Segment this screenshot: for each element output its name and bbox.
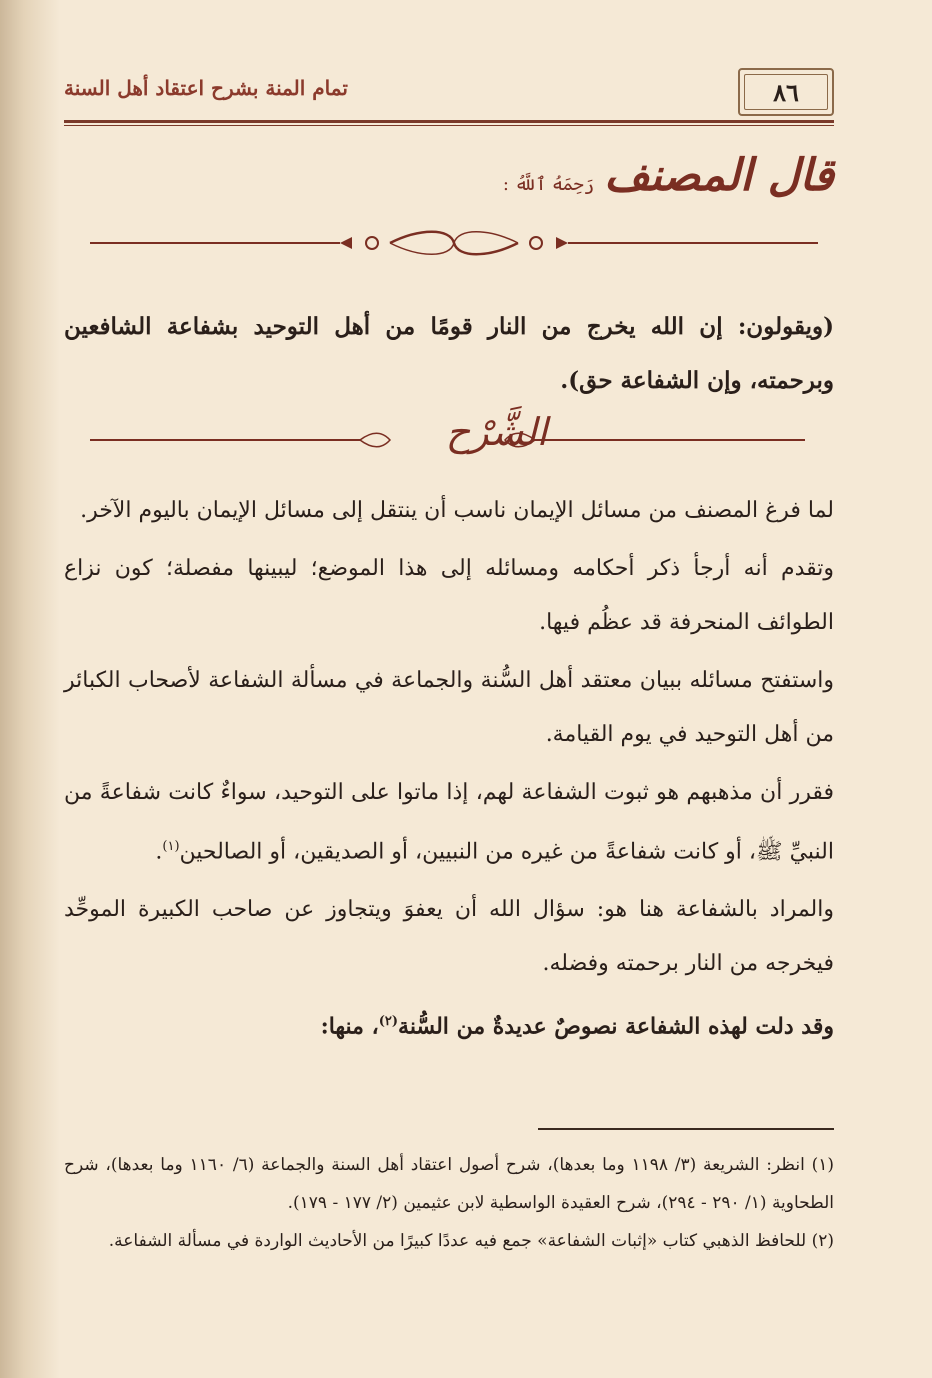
ornament-divider-top: [90, 228, 818, 258]
header-rule: [64, 120, 834, 123]
footnote-separator: [538, 1128, 834, 1130]
footnote-ref[interactable]: (١): [162, 839, 180, 854]
paragraph: [64, 995, 834, 1053]
page-header: [64, 68, 834, 122]
paragraph-end: ، منها:: [320, 1013, 379, 1040]
author-said-label: قال المصنف: [604, 150, 834, 201]
page-gutter-shade: [0, 0, 60, 1378]
paragraph: والمراد بالشفاعة هنا هو: سؤال الله أن يعفوَ ويتجاوز عن صاحب الكبيرة الموحِّد فيخرجه من النار برحمته وفضله.: [64, 897, 834, 977]
paragraph-end: .: [155, 839, 163, 865]
author-heading: [503, 150, 834, 201]
footnotes: [64, 1146, 834, 1260]
footnote-ref[interactable]: (٢): [378, 1014, 399, 1030]
page-number: ٨٦: [773, 77, 799, 107]
author-honorific: رَحِمَهُ ٱللَّهُ :: [502, 174, 595, 195]
author-quote: (ويقولون: إن الله يخرج من النار قومًا من أهل التوحيد بشفاعة الشافعين وبرحمته، وإن الشفاعة حق).: [64, 313, 834, 394]
paragraph-text: فقرر أن مذهبهم هو ثبوت الشفاعة لهم، إذا ماتوا على التوحيد، سواءٌ كانت شفاعةً من النبيِّ ﷺ، أو كانت شفاعةً من غيره من النبيين، أو الصديقين، أو الصالحين: [64, 780, 834, 865]
paragraph: وتقدم أنه أرجأ ذكر أحكامه ومسائله إلى هذا الموضع؛ ليبينها مفصلة؛ كون نزاع الطوائف المنحرفة قد عظُم فيها.: [64, 556, 834, 635]
paragraph: لما فرغ المصنف من مسائل الإيمان ناسب أن ينتقل إلى مسائل الإيمان باليوم الآخر.: [80, 498, 834, 523]
sharh-title: الشَّرْح: [445, 410, 548, 454]
footnote: (١) انظر: الشريعة (٣/ ١١٩٨ وما بعدها)، شرح أصول اعتقاد أهل السنة والجماعة (٦/ ١١٦٠ وما بعدها)، شرح الطحاوية (١/ ٢٩٠ - ٢٩٤)، شرح العقيدة الواسطية لابن عثيمين (٢/ ١٧٧ - ١٧٩).: [64, 1155, 835, 1213]
paragraph-text: وقد دلت لهذه الشفاعة نصوصٌ عديدةٌ من السُّنة: [398, 1013, 834, 1040]
footnote: (٢) للحافظ الذهبي كتاب «إثبات الشفاعة» جمع فيه عددًا كبيرًا من الأحاديث الواردة في مسألة الشفاعة.: [108, 1231, 834, 1251]
paragraph: [64, 766, 834, 879]
running-title: تمام المنة بشرح اعتقاد أهل السنة: [64, 76, 348, 100]
page-number-frame: [738, 68, 834, 116]
header-rule-thin: [64, 125, 834, 126]
commentary-body: [64, 484, 834, 1058]
paragraph: واستفتح مسائله ببيان معتقد أهل السُّنة والجماعة في مسألة الشفاعة لأصحاب الكبائر من أهل التوحيد في يوم القيامة.: [64, 668, 834, 747]
